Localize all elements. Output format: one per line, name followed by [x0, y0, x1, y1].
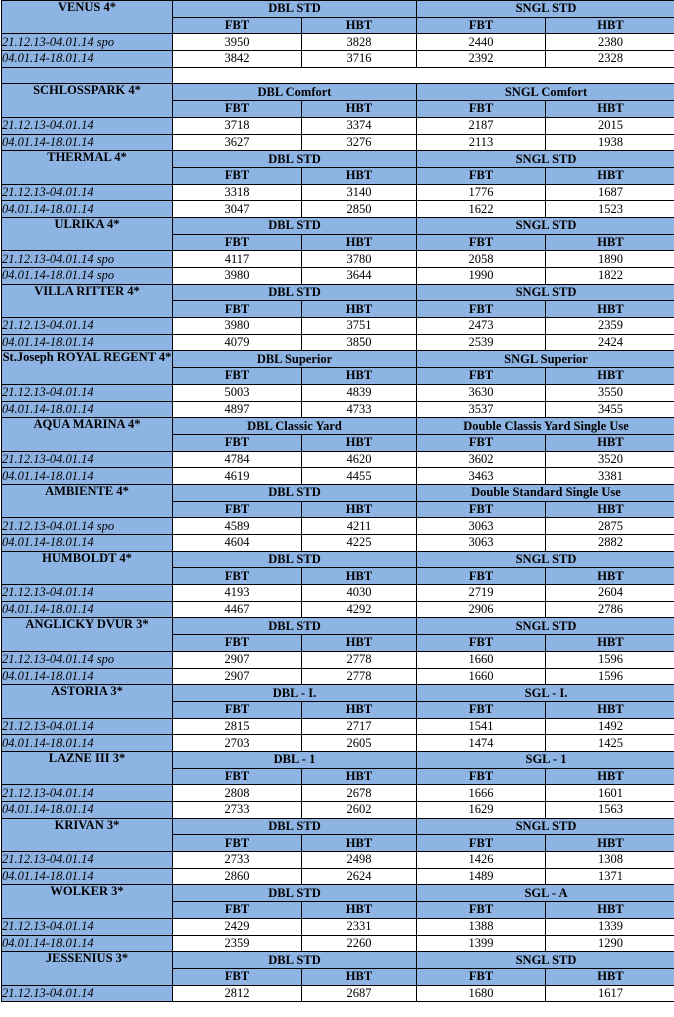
- double-hbt-price: 3828: [302, 34, 417, 51]
- price-row: [2, 134, 674, 151]
- double-room-type: DBL STD: [173, 618, 417, 635]
- hotel-header-row: [2, 885, 674, 902]
- single-hbt-price: 1687: [546, 184, 674, 201]
- single-hbt-price: 1601: [546, 785, 674, 802]
- double-hbt-header: HBT: [302, 768, 417, 785]
- single-hbt-price: 3455: [546, 401, 674, 418]
- single-fbt-price: 2719: [417, 585, 546, 602]
- double-room-type: DBL STD: [173, 1, 417, 18]
- hotel-name: WOLKER 3*: [2, 885, 173, 918]
- period-label: 21.12.13-04.01.14: [2, 451, 173, 468]
- price-table-body: [2, 1, 674, 1002]
- double-hbt-price: 3850: [302, 334, 417, 351]
- single-fbt-price: 1680: [417, 985, 546, 1002]
- single-hbt-price: 1523: [546, 201, 674, 218]
- single-hbt-header: HBT: [546, 568, 674, 585]
- single-room-type: Double Classis Yard Single Use: [417, 418, 674, 435]
- single-fbt-price: 1399: [417, 935, 546, 952]
- single-hbt-header: HBT: [546, 635, 674, 652]
- single-hbt-price: 2015: [546, 117, 674, 134]
- double-fbt-price: 4589: [173, 518, 302, 535]
- single-fbt-header: FBT: [417, 368, 546, 385]
- double-hbt-price: 4211: [302, 518, 417, 535]
- double-fbt-price: 5003: [173, 384, 302, 401]
- double-room-type: DBL STD: [173, 151, 417, 168]
- price-row: [2, 268, 674, 285]
- single-fbt-price: 3063: [417, 518, 546, 535]
- single-hbt-header: HBT: [546, 368, 674, 385]
- double-fbt-price: 2733: [173, 852, 302, 869]
- hotel-header-row: [2, 84, 674, 101]
- double-fbt-header: FBT: [173, 501, 302, 518]
- double-fbt-price: 2815: [173, 718, 302, 735]
- single-fbt-header: FBT: [417, 101, 546, 118]
- hotel-header-row: [2, 618, 674, 635]
- double-hbt-header: HBT: [302, 368, 417, 385]
- double-fbt-price: 2359: [173, 935, 302, 952]
- period-label: 21.12.13-04.01.14 spo: [2, 251, 173, 268]
- price-row: [2, 985, 674, 1002]
- single-hbt-price: 1596: [546, 651, 674, 668]
- hotel-header-row: [2, 551, 674, 568]
- single-fbt-header: FBT: [417, 434, 546, 451]
- hotel-name: ANGLICKY DVUR 3*: [2, 618, 173, 651]
- double-fbt-header: FBT: [173, 301, 302, 318]
- single-fbt-header: FBT: [417, 635, 546, 652]
- double-hbt-header: HBT: [302, 968, 417, 985]
- double-room-type: DBL STD: [173, 551, 417, 568]
- period-label: 21.12.13-04.01.14: [2, 384, 173, 401]
- double-fbt-price: 4467: [173, 601, 302, 618]
- double-hbt-header: HBT: [302, 501, 417, 518]
- period-label: 04.01.14-18.01.14: [2, 51, 173, 68]
- double-hbt-header: HBT: [302, 234, 417, 251]
- single-hbt-price: 3381: [546, 468, 674, 485]
- single-fbt-price: 2473: [417, 318, 546, 335]
- single-fbt-price: 2440: [417, 34, 546, 51]
- single-fbt-header: FBT: [417, 234, 546, 251]
- double-hbt-header: HBT: [302, 17, 417, 34]
- single-hbt-header: HBT: [546, 434, 674, 451]
- double-fbt-header: FBT: [173, 434, 302, 451]
- single-hbt-price: 2604: [546, 585, 674, 602]
- double-hbt-header: HBT: [302, 568, 417, 585]
- double-hbt-price: 3751: [302, 318, 417, 335]
- hotel-header-row: [2, 484, 674, 501]
- double-fbt-price: 3718: [173, 117, 302, 134]
- double-room-type: DBL STD: [173, 818, 417, 835]
- price-row: [2, 318, 674, 335]
- single-fbt-price: 3630: [417, 384, 546, 401]
- price-row: [2, 184, 674, 201]
- single-fbt-price: 1622: [417, 201, 546, 218]
- hotel-name: JESSENIUS 3*: [2, 952, 173, 985]
- single-fbt-price: 2113: [417, 134, 546, 151]
- double-fbt-header: FBT: [173, 768, 302, 785]
- hotel-name: VENUS 4*: [2, 1, 173, 34]
- period-label: 04.01.14-18.01.14: [2, 935, 173, 952]
- double-fbt-header: FBT: [173, 368, 302, 385]
- single-hbt-price: 2875: [546, 518, 674, 535]
- hotel-header-row: [2, 1, 674, 18]
- price-row: [2, 51, 674, 68]
- double-fbt-header: FBT: [173, 701, 302, 718]
- period-label: 04.01.14-18.01.14: [2, 334, 173, 351]
- double-hbt-header: HBT: [302, 301, 417, 318]
- single-hbt-price: 1938: [546, 134, 674, 151]
- period-label: 21.12.13-04.01.14: [2, 585, 173, 602]
- single-fbt-price: 3063: [417, 535, 546, 552]
- period-label: 04.01.14-18.01.14: [2, 201, 173, 218]
- double-fbt-header: FBT: [173, 968, 302, 985]
- price-row: [2, 384, 674, 401]
- period-label: 21.12.13-04.01.14: [2, 852, 173, 869]
- single-fbt-header: FBT: [417, 167, 546, 184]
- price-row: [2, 935, 674, 952]
- hotel-header-row: [2, 151, 674, 168]
- period-label: 21.12.13-04.01.14: [2, 785, 173, 802]
- single-hbt-price: 1339: [546, 918, 674, 935]
- hotel-name: AMBIENTE 4*: [2, 484, 173, 517]
- single-hbt-header: HBT: [546, 234, 674, 251]
- hotel-name: AQUA MARINA 4*: [2, 418, 173, 451]
- price-row: [2, 918, 674, 935]
- double-fbt-price: 3842: [173, 51, 302, 68]
- double-hbt-price: 2678: [302, 785, 417, 802]
- single-hbt-price: 2380: [546, 34, 674, 51]
- period-label: 21.12.13-04.01.14 spo: [2, 34, 173, 51]
- single-fbt-price: 1541: [417, 718, 546, 735]
- period-label: 21.12.13-04.01.14: [2, 718, 173, 735]
- single-hbt-header: HBT: [546, 701, 674, 718]
- double-hbt-price: 4733: [302, 401, 417, 418]
- single-room-type: SNGL STD: [417, 952, 674, 969]
- double-hbt-price: 2778: [302, 651, 417, 668]
- double-fbt-header: FBT: [173, 17, 302, 34]
- double-fbt-header: FBT: [173, 902, 302, 919]
- single-fbt-price: 3602: [417, 451, 546, 468]
- single-hbt-price: 1371: [546, 868, 674, 885]
- single-hbt-price: 1290: [546, 935, 674, 952]
- price-row: [2, 518, 674, 535]
- double-hbt-price: 4225: [302, 535, 417, 552]
- double-hbt-price: 3140: [302, 184, 417, 201]
- single-fbt-header: FBT: [417, 301, 546, 318]
- price-row: [2, 451, 674, 468]
- hotel-header-row: [2, 818, 674, 835]
- single-fbt-header: FBT: [417, 568, 546, 585]
- double-room-type: DBL STD: [173, 284, 417, 301]
- double-fbt-header: FBT: [173, 568, 302, 585]
- double-fbt-price: 3980: [173, 268, 302, 285]
- single-room-type: SGL - 1: [417, 751, 674, 768]
- period-label: 04.01.14-18.01.14: [2, 134, 173, 151]
- double-room-type: DBL STD: [173, 952, 417, 969]
- double-hbt-price: 2624: [302, 868, 417, 885]
- price-row: [2, 651, 674, 668]
- double-fbt-header: FBT: [173, 167, 302, 184]
- double-hbt-price: 2687: [302, 985, 417, 1002]
- single-room-type: SNGL STD: [417, 551, 674, 568]
- double-hbt-price: 2778: [302, 668, 417, 685]
- single-hbt-price: 3520: [546, 451, 674, 468]
- hotel-price-table: [1, 0, 674, 1002]
- single-hbt-price: 1492: [546, 718, 674, 735]
- single-fbt-header: FBT: [417, 902, 546, 919]
- double-fbt-price: 4784: [173, 451, 302, 468]
- hotel-header-row: [2, 685, 674, 702]
- double-room-type: DBL - 1: [173, 751, 417, 768]
- double-hbt-price: 2498: [302, 852, 417, 869]
- double-fbt-price: 2733: [173, 802, 302, 819]
- period-label: 04.01.14-18.01.14: [2, 535, 173, 552]
- single-fbt-price: 3537: [417, 401, 546, 418]
- double-hbt-price: 4455: [302, 468, 417, 485]
- single-room-type: SNGL STD: [417, 818, 674, 835]
- hotel-name: St.Joseph ROYAL REGENT 4*: [2, 351, 173, 384]
- period-label: 04.01.14-18.01.14: [2, 468, 173, 485]
- hotel-name: SCHLOSSPARK 4*: [2, 84, 173, 117]
- double-hbt-header: HBT: [302, 167, 417, 184]
- double-hbt-price: 3644: [302, 268, 417, 285]
- price-row: [2, 852, 674, 869]
- double-fbt-price: 3980: [173, 318, 302, 335]
- single-hbt-price: 1822: [546, 268, 674, 285]
- double-room-type: DBL Classic Yard: [173, 418, 417, 435]
- double-fbt-header: FBT: [173, 635, 302, 652]
- single-fbt-price: 1629: [417, 802, 546, 819]
- double-hbt-price: 2331: [302, 918, 417, 935]
- period-label: 21.12.13-04.01.14 spo: [2, 651, 173, 668]
- single-hbt-header: HBT: [546, 17, 674, 34]
- double-fbt-header: FBT: [173, 234, 302, 251]
- spacer-row: [2, 67, 674, 84]
- hotel-name: HUMBOLDT 4*: [2, 551, 173, 584]
- single-fbt-price: 1426: [417, 852, 546, 869]
- single-hbt-price: 2882: [546, 535, 674, 552]
- single-fbt-price: 2539: [417, 334, 546, 351]
- double-fbt-price: 2703: [173, 735, 302, 752]
- single-hbt-price: 1425: [546, 735, 674, 752]
- double-hbt-price: 2850: [302, 201, 417, 218]
- double-room-type: DBL - I.: [173, 685, 417, 702]
- single-hbt-header: HBT: [546, 167, 674, 184]
- double-hbt-price: 3716: [302, 51, 417, 68]
- double-room-type: DBL STD: [173, 484, 417, 501]
- price-row: [2, 735, 674, 752]
- single-fbt-price: 1388: [417, 918, 546, 935]
- double-hbt-price: 3374: [302, 117, 417, 134]
- single-fbt-header: FBT: [417, 768, 546, 785]
- single-fbt-price: 1776: [417, 184, 546, 201]
- hotel-name: ASTORIA 3*: [2, 685, 173, 718]
- double-fbt-price: 3627: [173, 134, 302, 151]
- spacer-label-cell: [2, 67, 173, 84]
- double-room-type: DBL STD: [173, 885, 417, 902]
- single-hbt-price: 2328: [546, 51, 674, 68]
- price-row: [2, 601, 674, 618]
- double-fbt-price: 2907: [173, 668, 302, 685]
- single-hbt-price: 3550: [546, 384, 674, 401]
- double-fbt-price: 4604: [173, 535, 302, 552]
- single-fbt-price: 2187: [417, 117, 546, 134]
- single-fbt-header: FBT: [417, 501, 546, 518]
- price-row: [2, 802, 674, 819]
- period-label: 04.01.14-18.01.14: [2, 601, 173, 618]
- double-fbt-price: 4897: [173, 401, 302, 418]
- single-fbt-price: 1474: [417, 735, 546, 752]
- price-row: [2, 585, 674, 602]
- single-hbt-header: HBT: [546, 768, 674, 785]
- single-room-type: SGL - A: [417, 885, 674, 902]
- double-fbt-price: 2812: [173, 985, 302, 1002]
- price-row: [2, 34, 674, 51]
- single-fbt-price: 3463: [417, 468, 546, 485]
- double-fbt-price: 2429: [173, 918, 302, 935]
- period-label: 04.01.14-18.01.14 spo: [2, 268, 173, 285]
- double-hbt-price: 2260: [302, 935, 417, 952]
- double-hbt-price: 2602: [302, 802, 417, 819]
- double-hbt-header: HBT: [302, 902, 417, 919]
- double-fbt-price: 2808: [173, 785, 302, 802]
- period-label: 04.01.14-18.01.14: [2, 735, 173, 752]
- single-room-type: SNGL STD: [417, 284, 674, 301]
- period-label: 04.01.14-18.01.14: [2, 802, 173, 819]
- spacer-cell: [173, 67, 674, 84]
- price-row: [2, 201, 674, 218]
- period-label: 21.12.13-04.01.14: [2, 184, 173, 201]
- single-fbt-price: 1660: [417, 651, 546, 668]
- single-hbt-price: 1617: [546, 985, 674, 1002]
- double-fbt-price: 2860: [173, 868, 302, 885]
- single-fbt-price: 2392: [417, 51, 546, 68]
- single-fbt-header: FBT: [417, 968, 546, 985]
- double-fbt-price: 3950: [173, 34, 302, 51]
- price-row: [2, 401, 674, 418]
- single-hbt-price: 1596: [546, 668, 674, 685]
- single-fbt-price: 1990: [417, 268, 546, 285]
- single-hbt-header: HBT: [546, 501, 674, 518]
- single-hbt-price: 2786: [546, 601, 674, 618]
- hotel-name: ULRIKA 4*: [2, 217, 173, 250]
- double-fbt-price: 4193: [173, 585, 302, 602]
- double-hbt-price: 4839: [302, 384, 417, 401]
- single-hbt-price: 2359: [546, 318, 674, 335]
- price-row: [2, 668, 674, 685]
- hotel-name: KRIVAN 3*: [2, 818, 173, 851]
- single-fbt-price: 1666: [417, 785, 546, 802]
- single-fbt-header: FBT: [417, 701, 546, 718]
- period-label: 21.12.13-04.01.14: [2, 985, 173, 1002]
- hotel-name: VILLA RITTER 4*: [2, 284, 173, 317]
- double-hbt-price: 2605: [302, 735, 417, 752]
- single-room-type: SNGL STD: [417, 1, 674, 18]
- hotel-header-row: [2, 751, 674, 768]
- hotel-header-row: [2, 217, 674, 234]
- single-fbt-price: 2906: [417, 601, 546, 618]
- period-label: 04.01.14-18.01.14: [2, 868, 173, 885]
- single-hbt-header: HBT: [546, 301, 674, 318]
- single-fbt-price: 2058: [417, 251, 546, 268]
- single-hbt-header: HBT: [546, 835, 674, 852]
- single-hbt-price: 1563: [546, 802, 674, 819]
- single-hbt-header: HBT: [546, 902, 674, 919]
- single-hbt-header: HBT: [546, 101, 674, 118]
- single-room-type: Double Standard Single Use: [417, 484, 674, 501]
- double-hbt-header: HBT: [302, 701, 417, 718]
- double-fbt-price: 4619: [173, 468, 302, 485]
- price-row: [2, 718, 674, 735]
- double-hbt-price: 2717: [302, 718, 417, 735]
- double-fbt-price: 3047: [173, 201, 302, 218]
- double-fbt-header: FBT: [173, 835, 302, 852]
- double-room-type: DBL Superior: [173, 351, 417, 368]
- period-label: 04.01.14-18.01.14: [2, 401, 173, 418]
- hotel-name: LAZNE III 3*: [2, 751, 173, 784]
- single-room-type: SNGL STD: [417, 618, 674, 635]
- hotel-header-row: [2, 351, 674, 368]
- single-room-type: SNGL Comfort: [417, 84, 674, 101]
- hotel-header-row: [2, 284, 674, 301]
- single-fbt-header: FBT: [417, 17, 546, 34]
- double-room-type: DBL STD: [173, 217, 417, 234]
- single-hbt-price: 1308: [546, 852, 674, 869]
- period-label: 21.12.13-04.01.14: [2, 318, 173, 335]
- single-room-type: SGL - I.: [417, 685, 674, 702]
- double-fbt-price: 3318: [173, 184, 302, 201]
- double-hbt-header: HBT: [302, 434, 417, 451]
- single-room-type: SNGL Superior: [417, 351, 674, 368]
- period-label: 21.12.13-04.01.14 spo: [2, 518, 173, 535]
- hotel-name: THERMAL 4*: [2, 151, 173, 184]
- price-row: [2, 535, 674, 552]
- price-row: [2, 117, 674, 134]
- double-hbt-price: 4620: [302, 451, 417, 468]
- double-fbt-price: 4117: [173, 251, 302, 268]
- double-hbt-price: 4292: [302, 601, 417, 618]
- single-room-type: SNGL STD: [417, 151, 674, 168]
- period-label: 04.01.14-18.01.14: [2, 668, 173, 685]
- single-hbt-price: 1890: [546, 251, 674, 268]
- single-fbt-header: FBT: [417, 835, 546, 852]
- double-fbt-price: 2907: [173, 651, 302, 668]
- double-hbt-price: 4030: [302, 585, 417, 602]
- single-hbt-price: 2424: [546, 334, 674, 351]
- double-hbt-price: 3276: [302, 134, 417, 151]
- price-row: [2, 468, 674, 485]
- double-hbt-header: HBT: [302, 635, 417, 652]
- double-fbt-price: 4079: [173, 334, 302, 351]
- single-room-type: SNGL STD: [417, 217, 674, 234]
- price-row: [2, 334, 674, 351]
- single-fbt-price: 1660: [417, 668, 546, 685]
- price-row: [2, 785, 674, 802]
- double-hbt-header: HBT: [302, 101, 417, 118]
- hotel-header-row: [2, 418, 674, 435]
- single-hbt-header: HBT: [546, 968, 674, 985]
- price-row: [2, 251, 674, 268]
- single-fbt-price: 1489: [417, 868, 546, 885]
- double-fbt-header: FBT: [173, 101, 302, 118]
- double-hbt-price: 3780: [302, 251, 417, 268]
- period-label: 21.12.13-04.01.14: [2, 117, 173, 134]
- double-hbt-header: HBT: [302, 835, 417, 852]
- hotel-header-row: [2, 952, 674, 969]
- double-room-type: DBL Comfort: [173, 84, 417, 101]
- period-label: 21.12.13-04.01.14: [2, 918, 173, 935]
- price-row: [2, 868, 674, 885]
